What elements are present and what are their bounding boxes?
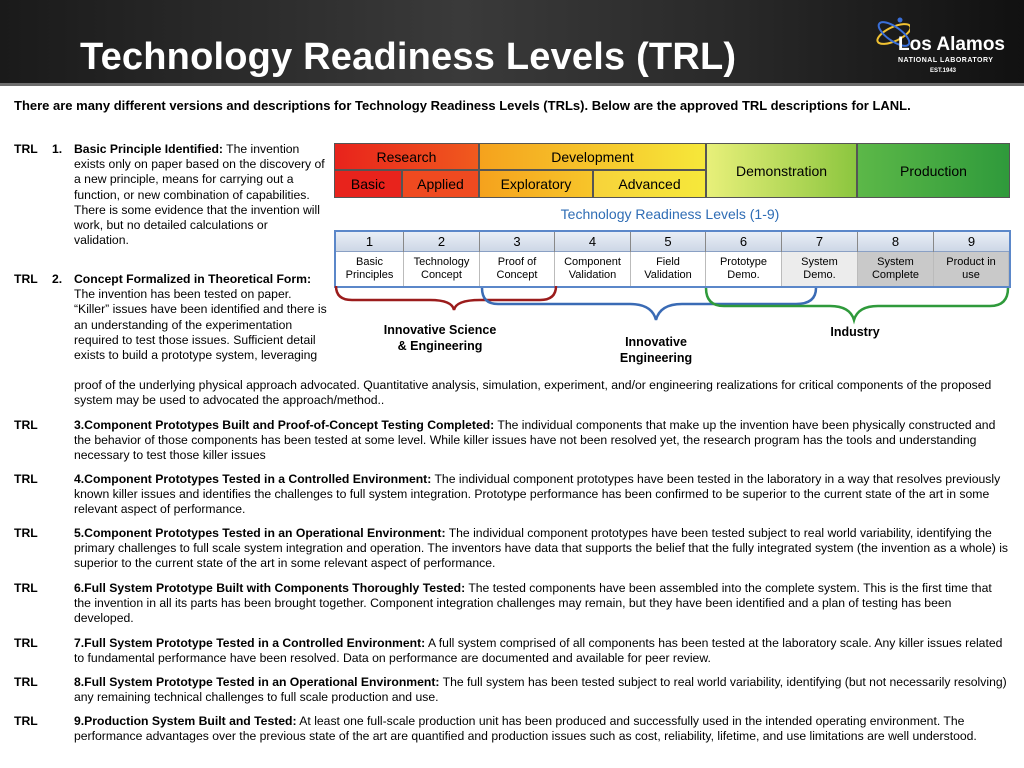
trl9-title: 9.Production System Built and Tested: — [74, 714, 297, 728]
logo-est: EST.1943 — [930, 68, 957, 74]
trl1-title: Basic Principle Identified: — [74, 142, 223, 156]
trl2-description — [74, 272, 328, 363]
trl-label: TRL — [14, 581, 38, 595]
trl2-continued: proof of the underlying physical approach advocated. Quantitative analysis, simulation, experiment, and/or engineering realizations for critical components of the proposed system may be used to advocated the approach/method.. — [74, 378, 992, 408]
trl4-description — [74, 472, 1009, 518]
levels-box — [334, 230, 1011, 288]
trl3-text: The individual components that make up the invention have been physically constructed and the behavior of those components has been tested at some level. While killer issues have not been resolved yet, the research program has the tools and understanding necessary to test those killer issues — [74, 418, 996, 463]
phase-demonstration: Demonstration — [706, 143, 857, 198]
trl4-title: 4.Component Prototypes Tested in a Controlled Environment: — [74, 472, 432, 486]
trl5-text: The individual component prototypes have been tested subject to real world variability, identifying the primary challenges to full scale system integration and operation. The inventors have data that supports the belief that the fully integrated system (the invention as a whole) is superior to the current state of the art in some relevant aspect of performance. — [74, 526, 1008, 571]
trl-level-caption: Component Validation — [555, 252, 631, 286]
trl1-description — [74, 142, 326, 248]
trl-number: 2. — [52, 272, 63, 286]
subphase-basic: Basic — [334, 170, 402, 198]
levels-title: Technology Readiness Levels (1-9) — [560, 206, 780, 222]
subphase-advanced: Advanced — [593, 170, 706, 198]
trl-level-number: 7 — [782, 232, 858, 252]
trl2-text: The invention has been tested on paper. “Killer” issues have been identified and there is an understanding of the experimentation required to test those issues. Sufficient detail exists to build a prototype system, leveraging — [74, 287, 327, 363]
trl-level-number: 1 — [336, 232, 404, 252]
trl-level-number: 9 — [967, 234, 976, 249]
trl5-description — [74, 526, 1009, 572]
trl-number: 1. — [52, 142, 63, 156]
trl4-text: The individual component prototypes have been tested in the laboratory in a way that resolves previously known killer issues and identifies the challenges to full system integration. Prototype performance has been confirmed to be superior to the current state of the art in some relevant aspect of performance. — [74, 472, 1001, 517]
trl-label: TRL — [14, 142, 38, 156]
bracket-label-science: Innovative Science & Engineering — [383, 323, 497, 353]
trl3-description — [74, 418, 1009, 464]
trl7-text: A full system comprised of all components has been tested at the laboratory scale. Any killer issues related to fundamental performance have been resolved. Data on performance are documented and available for peer review. — [74, 636, 1003, 666]
trl6-text: The tested components have been assembled into the complete system. This is the first time that the invention in all its parts has been brought together. Component integration challenges may remain, but they have been identified and a plan of testing has been developed. — [74, 581, 992, 626]
trl-level-number: 5 — [631, 232, 706, 252]
trl5-title: 5.Component Prototypes Tested in an Operational Environment: — [74, 526, 446, 540]
trl-level-caption: Product in use — [934, 252, 1009, 286]
phase-production: Production — [857, 143, 1010, 198]
trl-level-caption: Technology Concept — [404, 252, 480, 286]
trl-level-caption: Basic Principles — [336, 252, 404, 286]
trl9-text: At least one full-scale production unit has been produced and successfully used in the intended operating environment. The performance advantages over the previous state of the art are quantified and production issues such as cost, reliability, lifetime, and use limitations are well understood. — [74, 714, 977, 744]
trl-level-number: 6 — [706, 232, 782, 252]
trl-label: TRL — [14, 418, 38, 432]
trl9-description — [74, 714, 1014, 744]
trl-label: TRL — [14, 472, 38, 486]
trl-label: TRL — [14, 636, 38, 650]
trl-level-caption: Proof of Concept — [480, 252, 555, 286]
trl-level-caption: System Complete — [858, 252, 934, 286]
trl-label: TRL — [14, 714, 38, 728]
trl-label: TRL — [14, 272, 38, 286]
bracket-label-engineering: Innovative Engineering — [619, 335, 693, 365]
trl6-description — [74, 581, 1009, 627]
trl-level-caption: System Demo. — [782, 252, 858, 286]
trl6-title: 6.Full System Prototype Built with Components Thoroughly Tested: — [74, 581, 466, 595]
trl7-description — [74, 636, 1009, 666]
trl-level-number: 2 — [404, 232, 480, 252]
trl-label: TRL — [14, 675, 38, 689]
trl-level-number: 3 — [480, 232, 555, 252]
trl-level-number: 4 — [555, 232, 631, 252]
trl8-text: The full system has been tested subject to real world variability, identifying (but not necessarily resolving) any remaining technical challenges to full scale production and use. — [74, 675, 1007, 705]
phase-research: Research — [334, 143, 479, 170]
phase-development: Development — [479, 143, 706, 170]
trl-label: TRL — [14, 526, 38, 540]
trl2-title: Concept Formalized in Theoretical Form: — [74, 272, 312, 286]
logo-subtitle: NATIONAL LABORATORY — [898, 57, 994, 64]
logo-name: Los Alamos — [898, 34, 1005, 55]
trl-level-number: 8 — [858, 232, 934, 252]
title-banner — [0, 0, 1024, 86]
trl8-title: 8.Full System Prototype Tested in an Operational Environment: — [74, 675, 440, 689]
trl3-title: 3.Component Prototypes Built and Proof-of-Concept Testing Completed: — [74, 418, 495, 432]
trl8-description — [74, 675, 1009, 705]
subphase-exploratory: Exploratory — [479, 170, 593, 198]
bracket-label-industry: Industry — [830, 325, 880, 339]
trl1-text: The invention exists only on paper based on the discovery of a new principle, means for carrying out a function, or new combination of capabilities. There is some evidence that the invention will work, but no detailed calculations or validation. — [74, 142, 325, 248]
subphase-applied: Applied — [402, 170, 479, 198]
page-title: Technology Readiness Levels (TRL) — [80, 36, 737, 78]
trl-level-caption: Prototype Demo. — [706, 252, 782, 286]
intro-text: There are many different versions and descriptions for Technology Readiness Levels (TRLs). Below are the approved TRL descriptions for LANL. — [14, 98, 911, 113]
trl-level-caption: Field Validation — [631, 252, 706, 286]
lanl-logo — [870, 8, 1020, 78]
trl7-title: 7.Full System Prototype Tested in a Controlled Environment: — [74, 636, 426, 650]
